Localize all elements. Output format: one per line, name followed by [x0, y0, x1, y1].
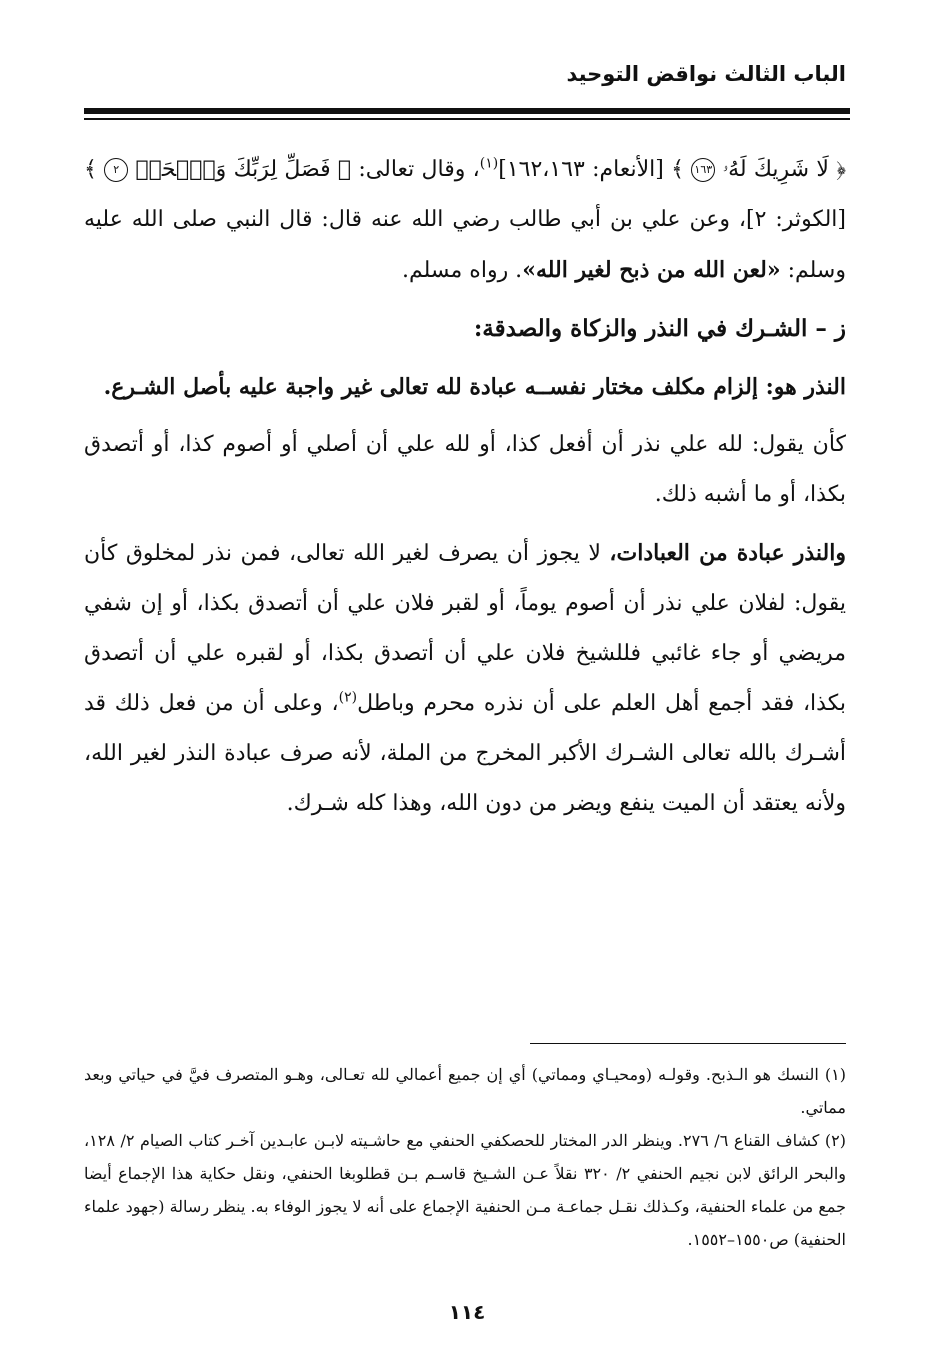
text-fragment: ، وعلى أن من فعل ذلك قد أشـرك بالله تعالى الشـرك الأكبر المخرج من الملة، لأنه صرف عبادة النذر لغير الله، ولأنه يعتقد أن الميت ينفع ويضر من دون الله، وهذا كله شـرك.	[84, 691, 846, 816]
section-heading: ز – الشـرك في النذر والزكاة والصدقة:	[473, 315, 846, 342]
paragraph-verses	[84, 145, 846, 296]
footnote-2-pages: ١٥٥٠–١٥٥٢.	[687, 1230, 770, 1249]
ornate-bracket-close: ﴾	[671, 157, 685, 182]
hadith-quote: «لعن الله من ذبح لغير الله»	[522, 257, 781, 283]
footnote-2	[84, 1124, 846, 1256]
verse-reference: [الأنعام: ١٦٢،١٦٣]	[498, 157, 664, 182]
text-fragment: لا يجوز أن يصرف لغير الله تعالى، فمن نذر لمخلوق كأن يقول: لفلان علي نذر أن أصوم يوماً، أو لقبر فلان علي أن أتصدق بكذا، أو إن شفي مريضي أو جاء غائبي فللشيخ فلان علي أن أتصدق بكذا، أو لقبره علي أن أتصدق بكذا، فقد أجمع أهل العلم على أن نذره محرم وباطل	[84, 541, 846, 716]
text-fragment: . رواه مسلم.	[401, 258, 523, 283]
ornate-bracket-open: ﴿	[337, 157, 352, 182]
example-paragraph: كأن يقول: لله علي نذر أن أفعل كذا، أو لله علي أن أصلي أو أصوم كذا، أو أتصدق بكذا، أو ما أشبه ذلك.	[84, 432, 846, 507]
quran-verse-kawthar: فَصَلِّ لِرَبِّكَ وَٱنۡحَرۡ	[135, 157, 331, 182]
running-header: الباب الثالث نواقض التوحيد	[566, 62, 846, 86]
ornate-bracket-close: ﴾	[84, 157, 97, 182]
paragraph-ruling	[84, 528, 846, 829]
footnote-ref-1[interactable]: (١)	[479, 155, 499, 172]
text-fragment: ، وعن علي بن أبي طالب رضي الله عنه قال: قال النبي صلى الله عليه وسلم:	[84, 207, 846, 283]
footnote-2-text: (٢) كشاف القناع ٦/ ٢٧٦. وينظر الدر المختار للحصكفي الحنفي مع حاشـيته لابـن عابـدين آخـر كتاب الصيام ٢/ ١٢٨، والبحر الرائق لابن نجيم الحنفي ٢/ ٣٢٠ نقلاً عـن الشـيخ قاسـم بـن قطلوبغا الحنفي، ونقل حكاية هذا الإجماع أيضا جمع من علماء الحنفية، وكـذلك نقـل جماعـة مـن الحنفية الإجماع على أنه لا يجوز الوفاء به. ينظر رسالة (جهود علماء الحنفية) ص	[84, 1131, 847, 1249]
verse-number-badge: ٢	[104, 158, 128, 182]
main-text	[84, 145, 846, 837]
text-fragment: ، وقال تعالى:	[358, 157, 480, 182]
ornate-bracket-open: ﴿	[836, 157, 846, 182]
header-rule-thick	[84, 108, 850, 114]
footnotes	[84, 1058, 846, 1256]
page-number: ١١٤	[448, 1300, 486, 1324]
quran-verse-an-am: لَا شَرِيكَ لَهُۥ	[722, 157, 829, 182]
footnote-1: (١) النسك هو الـذبح. وقولـه (ومحيـاي ومماتي) أي إن جميع أعمالي لله تعـالى، وهـو المتصرف فيَّ في حياتي وبعد مماتي.	[84, 1065, 846, 1117]
verse-reference: [الكوثر: ٢]	[746, 207, 846, 232]
footnote-separator	[530, 1043, 846, 1044]
lead-phrase: والنذر عبادة من العبادات،	[609, 540, 846, 566]
verse-number-badge: ١٦٣	[691, 158, 715, 182]
footnote-ref-2[interactable]: (٢)	[338, 689, 358, 706]
header-rule-thin	[84, 118, 850, 120]
definition-paragraph: النذر هو: إلزام مكلف مختار نفســه عبادة لله تعالى غير واجبة عليه بأصل الشـرع.	[103, 374, 846, 400]
